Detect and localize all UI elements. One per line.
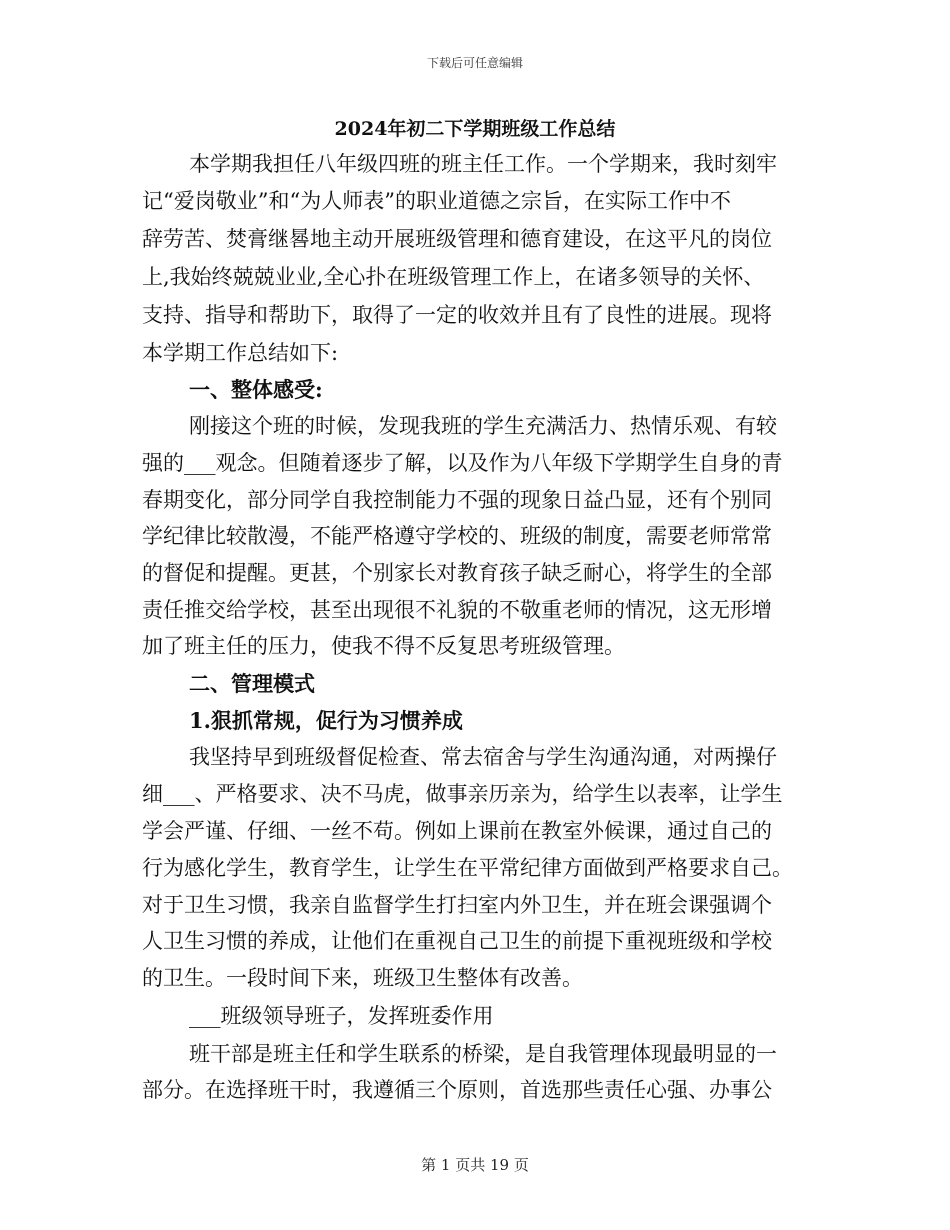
body-line: 上,我始终兢兢业业,全心扑在班级管理工作上，在诸多领导的关怀、 — [142, 265, 765, 289]
section-heading: 二、管理模式 — [189, 671, 315, 696]
body-line: 我坚持早到班级督促检查、常去宿舍与学生沟通沟通，对两操仔 — [189, 745, 777, 769]
document-title: 2024年初二下学期班级工作总结 — [334, 118, 616, 140]
body-line: 行为感化学生，教育学生，让学生在平常纪律方面做到严格要求自己。 — [142, 856, 793, 880]
body-line: 本学期我担任八年级四班的班主任工作。一个学期来，我时刻牢 — [189, 152, 777, 176]
body-line: 支持、指导和帮助下，取得了一定的收效并且有了良性的进展。现将 — [142, 303, 772, 327]
body-line: 的卫生。一段时间下来，班级卫生整体有改善。 — [142, 966, 583, 990]
body-line: 强的___观念。但随着逐步了解，以及作为八年级下学期学生自身的青 — [142, 451, 783, 475]
body-line: 学会严谨、仔细、一丝不苟。例如上课前在教室外候课，通过自己的 — [142, 819, 772, 843]
body-line: 学纪律比较散漫，不能严格遵守学校的、班级的制度，需要老师常常 — [142, 524, 772, 548]
subsection-heading: ___班级领导班子，发挥班委作用 — [189, 1004, 494, 1028]
body-line: 刚接这个班的时候，发现我班的学生充满活力、热情乐观、有较 — [189, 414, 777, 438]
body-line: 的督促和提醒。更甚，个别家长对教育孩子缺乏耐心，将学生的全部 — [142, 561, 772, 585]
body-line: 人卫生习惯的养成，让他们在重视自己卫生的前提下重视班级和学校 — [142, 929, 772, 953]
body-line: 对于卫生习惯，我亲自监督学生打扫室内外卫生，并在班会课强调个 — [142, 893, 772, 917]
body-line: 记“爱岗敬业”和“为人师表”的职业道德之宗旨，在实际工作中不 — [142, 189, 731, 213]
body-line: 部分。在选择班干时，我遵循三个原则，首选那些责任心强、办事公 — [142, 1078, 772, 1102]
body-line: 本学期工作总结如下: — [142, 341, 339, 365]
body-line: 春期变化，部分同学自我控制能力不强的现象日益凸显，还有个别同 — [142, 488, 772, 512]
body-line: 辞劳苦、焚膏继晷地主动开展班级管理和德育建设，在这平凡的岗位 — [142, 227, 772, 251]
page-footer: 第 1 页共 19 页 — [421, 1156, 529, 1174]
body-line: 责任推交给学校，甚至出现很不礼貌的不敬重老师的情况，这无形增 — [142, 598, 772, 622]
page-header: 下载后可任意编辑 — [426, 56, 523, 70]
section-heading: 一、整体感受: — [189, 377, 323, 402]
body-line: 细___、严格要求、决不马虎，做事亲历亲为，给学生以表率，让学生 — [142, 782, 783, 806]
body-line: 加了班主任的压力，使我不得不反复思考班级管理。 — [142, 634, 625, 658]
body-line: 班干部是班主任和学生联系的桥梁，是自我管理体现最明显的一 — [189, 1042, 777, 1066]
subsection-heading: 1.狠抓常规，促行为习惯养成 — [189, 708, 463, 733]
